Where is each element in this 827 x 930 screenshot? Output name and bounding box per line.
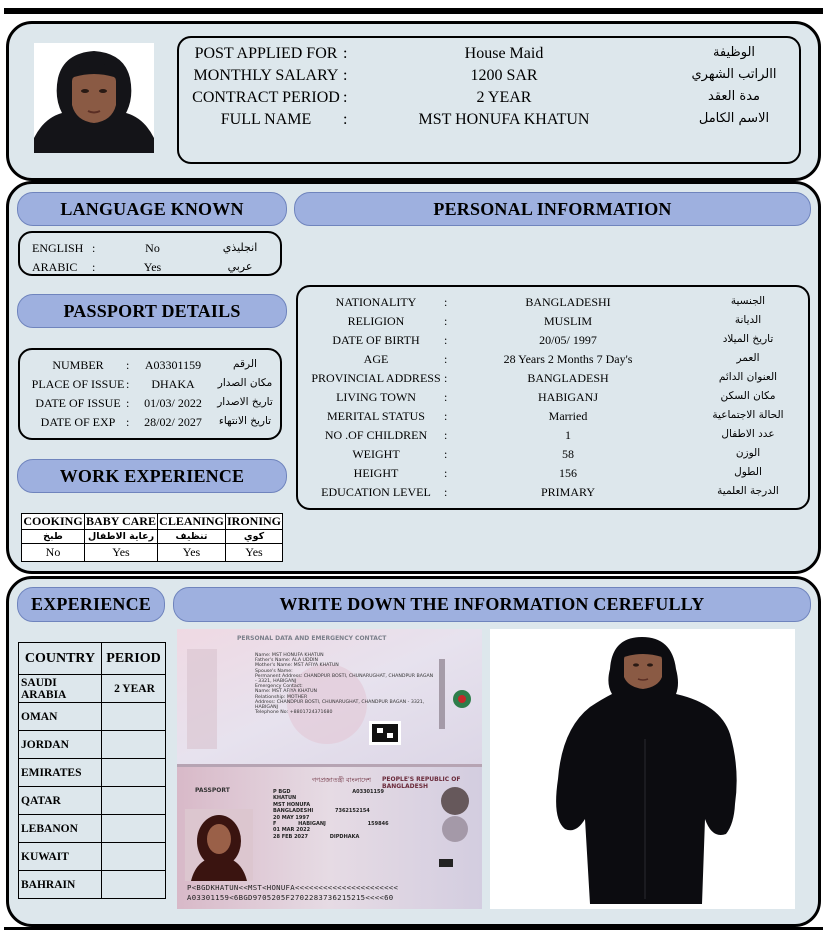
info-label: EDUCATION LEVEL — [321, 485, 431, 499]
monthly-salary-arabic: االراتب الشهري — [691, 67, 777, 82]
info-arabic: العمر — [736, 352, 760, 364]
country-cell: LEBANON — [19, 815, 102, 843]
info-arabic: تاريخ الميلاد — [722, 333, 774, 345]
period-cell: 2 YEAR — [102, 675, 166, 703]
period-cell — [102, 731, 166, 759]
colon: : — [444, 409, 448, 423]
mrz-line-2: A03301159<6BGD9705205F2702283736215215<<<<60 — [187, 893, 394, 902]
colon: : — [343, 67, 348, 84]
info-row-date-of-birth — [298, 333, 808, 352]
colon: : — [444, 352, 448, 366]
full-body-photo — [490, 629, 795, 909]
period-column-header: PERIOD — [102, 643, 166, 675]
info-value: BANGLADESH — [527, 371, 609, 385]
info-value: 1 — [565, 428, 571, 442]
period-cell — [102, 871, 166, 899]
date-of-issue-row — [20, 396, 280, 415]
language-label: ARABIC — [32, 260, 78, 274]
colon: : — [343, 89, 348, 106]
work-value-cell: No — [22, 544, 85, 562]
work-col-header-arabic: تنظيف — [158, 530, 226, 544]
info-row-provincial-address — [298, 371, 808, 390]
data-text: MST HONUFA — [273, 801, 311, 808]
info-value: 20/05/ 1997 — [539, 333, 597, 347]
info-row-education — [298, 485, 808, 504]
passport-doc-label: PASSPORT — [195, 787, 230, 794]
info-arabic: عدد الاطفال — [721, 428, 775, 440]
work-col-header: IRONING — [226, 514, 281, 528]
colon: : — [343, 45, 348, 62]
field-value: CHANDPUR BOSTI, CHUNARUGHAT, CHANDPUR BAGAN - 3321, HABIGANJ — [255, 673, 434, 685]
data-text: 159846 — [367, 821, 389, 828]
work-experience-table — [21, 513, 283, 562]
info-value: BANGLADESHI — [525, 295, 611, 309]
contract-period-value: 2 YEAR — [476, 89, 532, 106]
info-value: HABIGANJ — [538, 390, 598, 404]
contract-period-arabic: مدة العقد — [708, 89, 760, 104]
full-name-value: MST HONUFA KHATUN — [418, 111, 590, 128]
work-col-header-arabic: رعاية الاطفال — [85, 530, 158, 544]
info-row-living-town — [298, 390, 808, 409]
field-value: ALA UDDIN — [291, 658, 319, 664]
passport-label: DATE OF EXP — [40, 415, 116, 429]
passport-scan-image — [177, 629, 482, 909]
period-cell — [102, 787, 166, 815]
info-value: MUSLIM — [543, 314, 592, 328]
data-text: 01 MAR 2022 — [273, 827, 311, 834]
data-text: BGD — [278, 789, 291, 795]
info-value: 156 — [559, 466, 577, 480]
passport-arabic: تاريخ الانتهاء — [218, 415, 272, 427]
date-of-exp-row — [20, 415, 280, 434]
field-label: Name: — [255, 653, 271, 658]
work-col-header-arabic: طبخ — [22, 530, 85, 544]
field-value: CHANDPUR BOSTI, CHUNARUGHAT, CHANDPUR BAGAN - 3321, HABIGANJ — [255, 699, 425, 711]
field-value: +8801724371680 — [289, 710, 333, 716]
field-value: MST HONUFA KHATUN — [271, 653, 324, 658]
field-value: MOTHER — [286, 694, 308, 700]
country-cell: EMIRATES — [19, 759, 102, 787]
monthly-salary-value: 1200 SAR — [470, 67, 538, 84]
post-applied-label: POST APPLIED FOR — [194, 45, 338, 62]
data-text: HABIGANJ — [298, 821, 326, 828]
colon: : — [444, 485, 448, 499]
field-label: Emergency Contact: — [255, 684, 303, 690]
field-label: Name: — [255, 689, 271, 695]
info-label: PROVINCIAL ADDRESS — [311, 371, 441, 385]
colon: : — [444, 371, 448, 385]
passport-details-heading: PASSPORT DETAILS — [17, 294, 287, 328]
monthly-salary-label: MONTHLY SALARY — [193, 67, 339, 84]
full-name-row — [179, 111, 799, 133]
country-cell: QATAR — [19, 787, 102, 815]
info-row-marital-status — [298, 409, 808, 428]
passport-label: NUMBER — [52, 358, 104, 372]
data-text: DIPDHAKA — [329, 833, 360, 840]
colon: : — [126, 396, 130, 410]
info-label: RELIGION — [347, 314, 405, 328]
info-value: PRIMARY — [540, 485, 596, 499]
info-label: LIVING TOWN — [336, 390, 416, 404]
colon: : — [444, 466, 448, 480]
colon: : — [444, 295, 448, 309]
period-cell — [102, 703, 166, 731]
post-applied-arabic: الوظيفة — [712, 45, 756, 60]
work-col-header: COOKING — [23, 514, 83, 528]
period-cell — [102, 815, 166, 843]
field-label: Mother's Name: — [255, 663, 293, 669]
info-arabic: الطول — [734, 466, 762, 478]
colon: : — [126, 358, 130, 372]
language-known-heading: LANGUAGE KNOWN — [17, 192, 287, 226]
field-line — [255, 700, 435, 710]
period-cell — [102, 759, 166, 787]
experience-heading: EXPERIENCE — [17, 587, 165, 622]
post-applied-row — [179, 45, 799, 67]
work-col-header-arabic: كوي — [226, 530, 283, 544]
contract-period-row — [179, 89, 799, 111]
info-row-nationality — [298, 295, 808, 314]
field-line — [255, 710, 435, 715]
colon: : — [444, 390, 448, 404]
info-label: DATE OF BIRTH — [332, 333, 420, 347]
language-label: ENGLISH — [32, 241, 84, 255]
info-value: 28 Years 2 Months 7 Day's — [503, 352, 633, 366]
place-of-issue-row — [20, 377, 280, 396]
passport-arabic: تاريخ الاصدار — [217, 396, 273, 408]
country-column-header: COUNTRY — [19, 643, 102, 675]
top-rule — [4, 8, 823, 14]
emergency-contact-title: PERSONAL DATA AND EMERGENCY CONTACT — [237, 635, 387, 642]
field-label: Spouse's Name: — [255, 668, 293, 674]
passport-label: PLACE OF ISSUE — [31, 377, 125, 391]
passport-arabic: مكان الصدار — [217, 377, 273, 389]
country-cell: JORDAN — [19, 731, 102, 759]
language-box — [18, 231, 282, 276]
info-label: NO .OF CHILDREN — [324, 428, 428, 442]
field-label: Telephone No: — [255, 710, 289, 716]
passport-data-block — [273, 789, 433, 840]
period-cell — [102, 843, 166, 871]
work-col-header: CLEANING — [159, 514, 224, 528]
info-label: MERITAL STATUS — [327, 409, 425, 423]
language-row-english — [20, 241, 280, 259]
full-name-arabic: الاسم الكامل — [698, 111, 770, 126]
info-label: NATIONALITY — [335, 295, 417, 309]
country-cell: BAHRAIN — [19, 871, 102, 899]
language-arabic: انجليذي — [222, 241, 258, 254]
colon: : — [92, 260, 96, 274]
info-row-religion — [298, 314, 808, 333]
passport-label: DATE OF ISSUE — [35, 396, 121, 410]
work-col-header: BABY CARE — [86, 514, 156, 528]
info-arabic: الوزن — [735, 447, 761, 459]
data-text: KHATUN — [273, 795, 297, 802]
data-text: A03301159 — [352, 789, 384, 795]
colon: : — [444, 333, 448, 347]
post-applied-value: House Maid — [464, 45, 544, 62]
mrz-line-1: P<BGDKHATUN<<MST<HONUFA<<<<<<<<<<<<<<<<<<<<<< — [187, 883, 399, 892]
field-line — [255, 674, 435, 684]
info-arabic: الحالة الاجتماعية — [712, 409, 784, 421]
colon: : — [444, 447, 448, 461]
passport-details-box — [18, 348, 282, 440]
info-value: Married — [548, 409, 588, 423]
field-label: Address: — [255, 699, 276, 705]
field-label: Father's Name: — [255, 658, 291, 664]
work-value-cell: Yes — [158, 544, 226, 562]
info-label: AGE — [363, 352, 389, 366]
passport-arabic: الرقم — [233, 358, 257, 370]
data-line — [273, 834, 433, 840]
passport-value: 28/02/ 2027 — [144, 415, 202, 429]
country-cell: OMAN — [19, 703, 102, 731]
field-label: Relationship: — [255, 694, 286, 700]
work-value-cell: Yes — [226, 544, 283, 562]
info-row-weight — [298, 447, 808, 466]
language-row-arabic — [20, 260, 280, 278]
data-text: 20 MAY 1997 — [273, 814, 310, 821]
data-text: F — [273, 821, 277, 828]
colon: : — [343, 111, 348, 128]
colon: : — [444, 428, 448, 442]
data-text: BANGLADESHI — [273, 808, 314, 815]
write-carefully-heading: WRITE DOWN THE INFORMATION CEREFULLY — [173, 587, 811, 622]
info-arabic: الجنسية — [730, 295, 766, 307]
field-value: MST AFIYA KHATUN — [293, 663, 339, 669]
info-row-height — [298, 466, 808, 485]
passport-country-bengali: গণপ্রজাতন্ত্রী বাংলাদেশ — [312, 776, 371, 784]
info-label: WEIGHT — [352, 447, 400, 461]
job-summary-box — [177, 36, 801, 164]
language-arabic: عربي — [227, 260, 253, 273]
colon: : — [92, 241, 96, 255]
country-experience-table — [18, 642, 166, 899]
candidate-portrait-photo — [34, 43, 154, 153]
info-arabic: الدرجة العلمية — [717, 485, 779, 497]
colon: : — [126, 377, 130, 391]
passport-value: 01/03/ 2022 — [144, 396, 202, 410]
full-name-label: FULL NAME — [220, 111, 312, 128]
passport-value: DHAKA — [151, 377, 195, 391]
country-cell: SAUDI ARABIA — [19, 675, 102, 703]
personal-information-box — [296, 285, 810, 510]
info-value: 58 — [562, 447, 574, 461]
work-value-cell: Yes — [85, 544, 158, 562]
field-value: MST AFIYA KHATUN — [271, 689, 318, 695]
info-arabic: مكان السكن — [720, 390, 776, 402]
info-label: HEIGHT — [353, 466, 399, 480]
colon: : — [126, 415, 130, 429]
language-value: Yes — [143, 260, 162, 274]
info-arabic: العنوان الدائم — [718, 371, 778, 383]
passport-country-english: PEOPLE'S REPUBLIC OF BANGLADESH — [382, 776, 461, 790]
colon: : — [444, 314, 448, 328]
info-row-age — [298, 352, 808, 371]
contract-period-label: CONTRACT PERIOD — [192, 89, 340, 106]
language-value: No — [145, 241, 160, 255]
country-cell: KUWAIT — [19, 843, 102, 871]
work-experience-heading: WORK EXPERIENCE — [17, 459, 287, 493]
data-text: 7362152154 — [335, 808, 370, 815]
field-label: Permanent Address: — [255, 673, 303, 679]
info-row-children — [298, 428, 808, 447]
data-text: P — [273, 789, 277, 795]
monthly-salary-row — [179, 67, 799, 89]
emergency-contact-fields — [255, 653, 435, 715]
passport-number-row — [20, 358, 280, 377]
passport-value: A03301159 — [144, 358, 202, 372]
personal-information-heading: PERSONAL INFORMATION — [294, 192, 811, 226]
data-text: 28 FEB 2027 — [273, 833, 308, 840]
info-arabic: الديانة — [734, 314, 762, 326]
